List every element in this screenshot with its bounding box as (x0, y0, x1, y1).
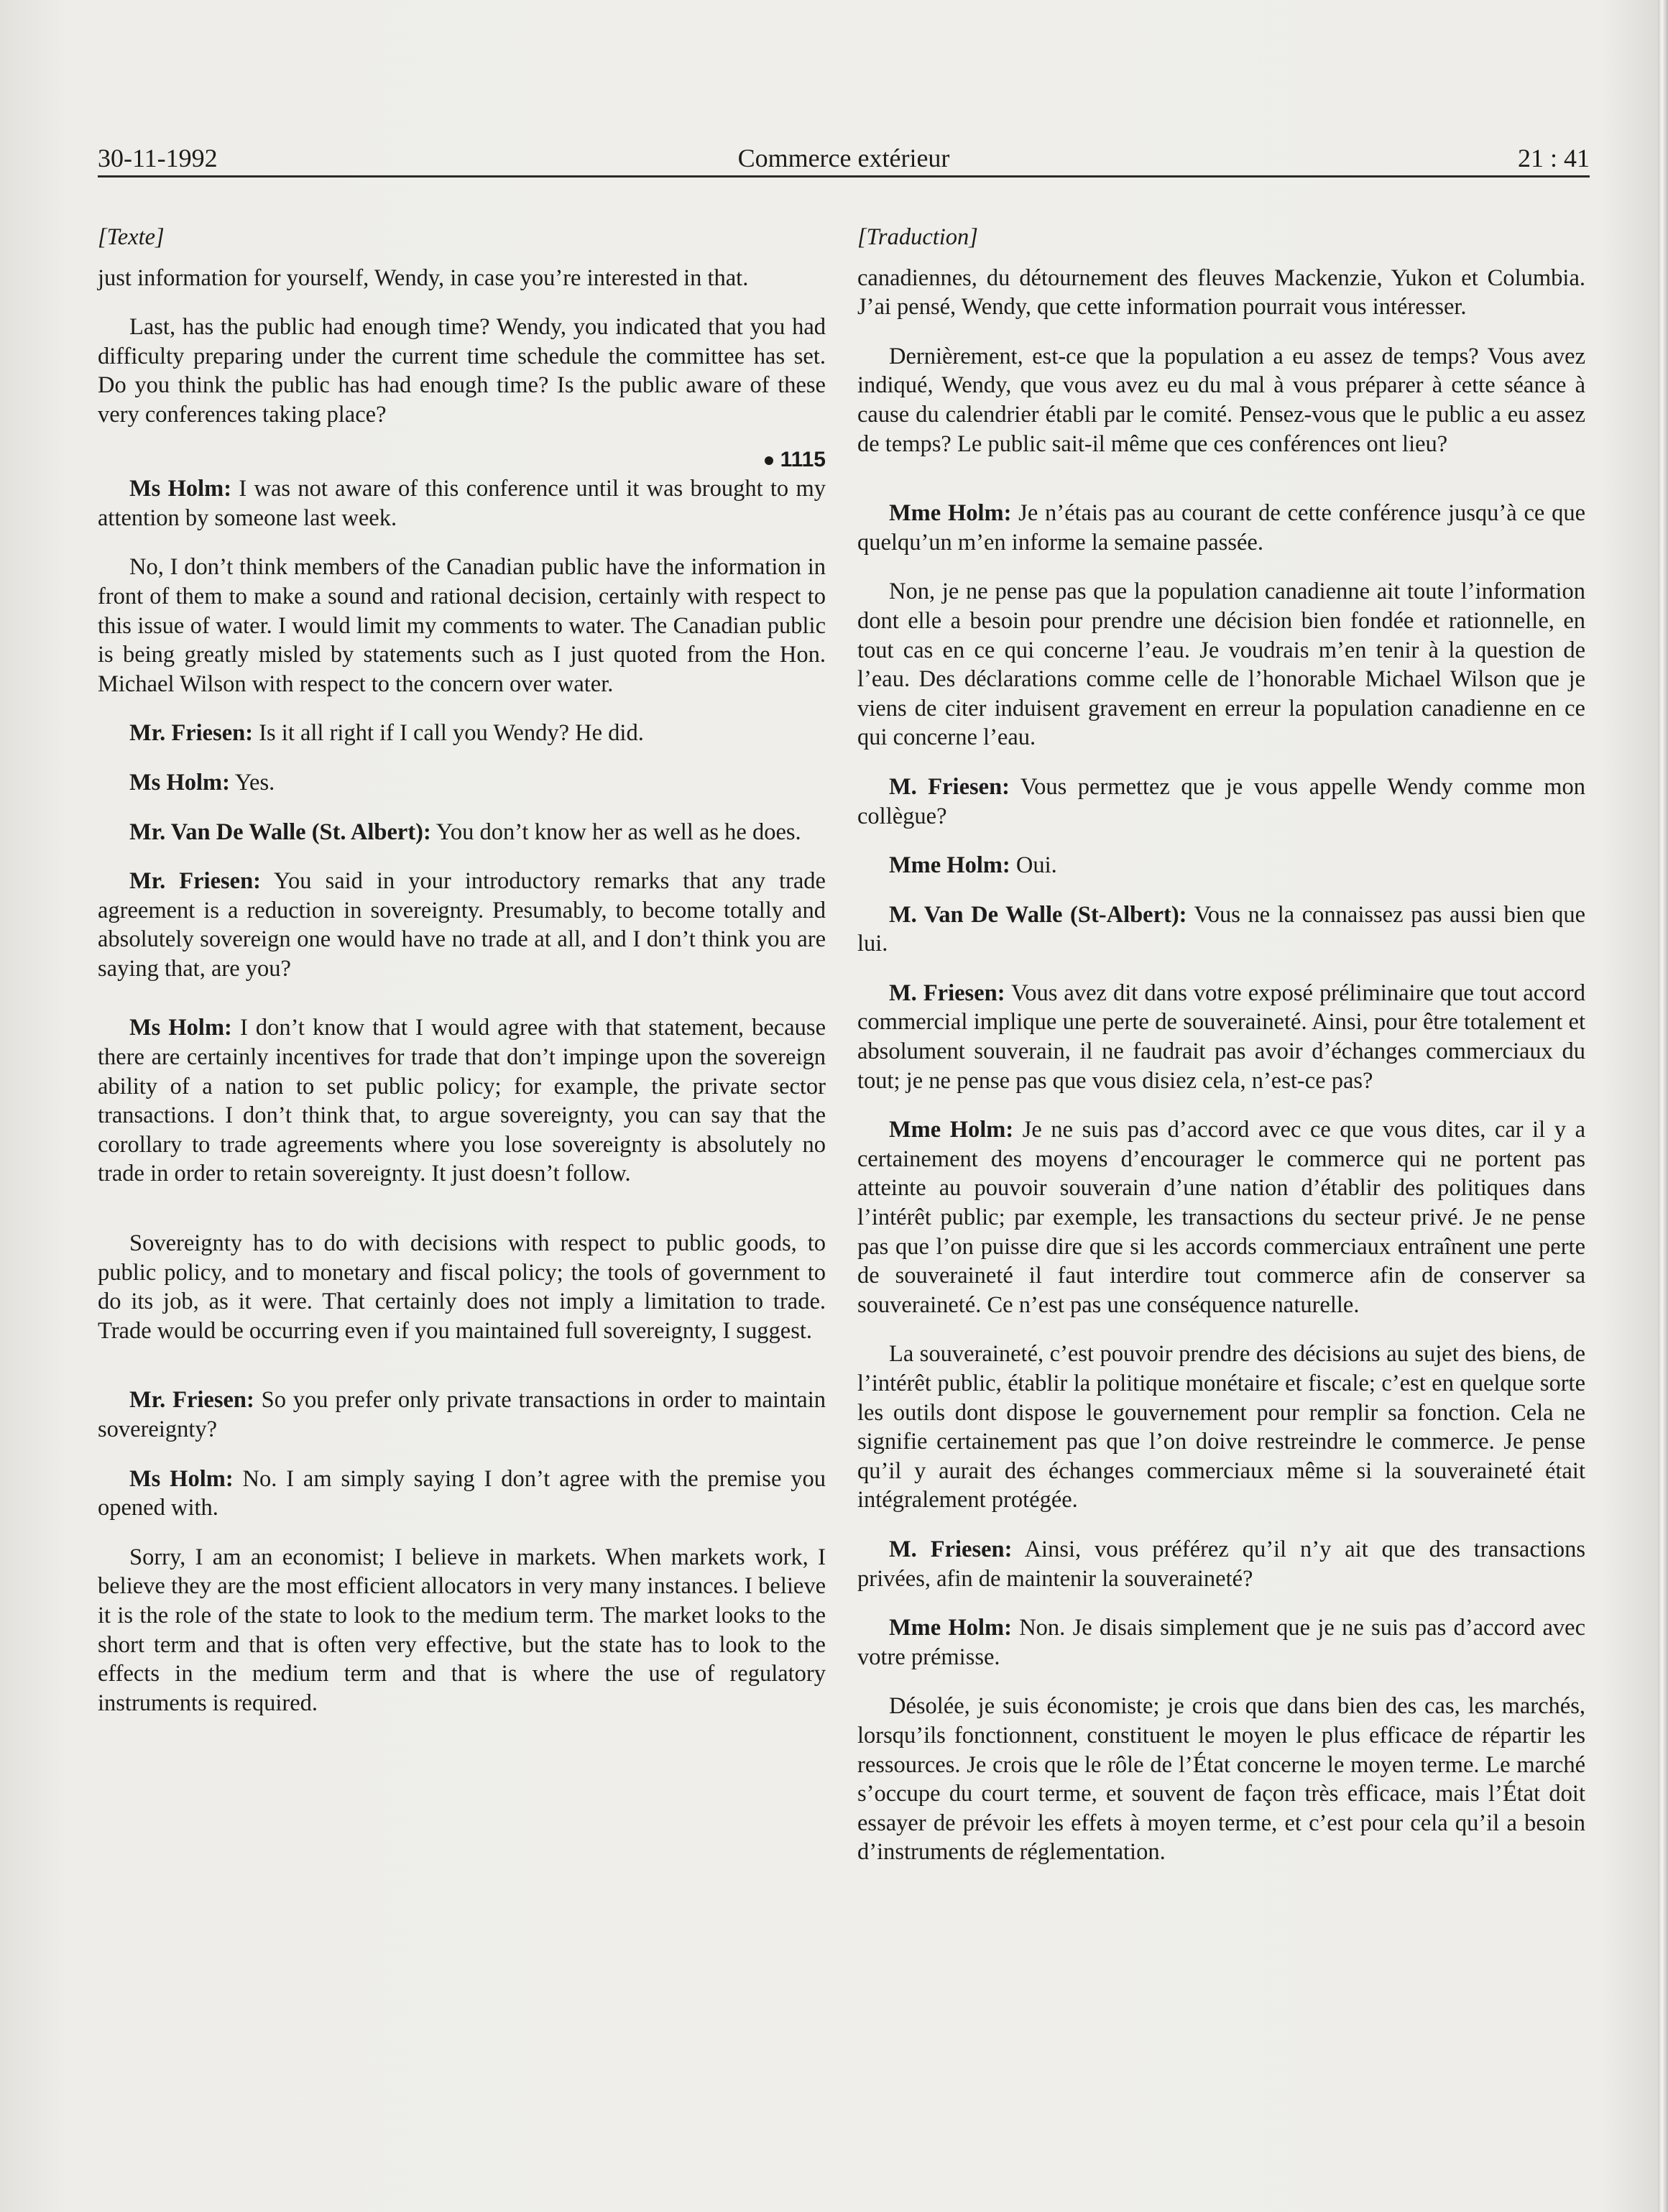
speech-text: Vous permettez que je vous appelle Wendy comme mon collègue? (857, 773, 1585, 829)
speech-text: Vous avez dit dans votre exposé préliminaire que tout accord commercial implique une perte de souveraineté. Ainsi, pour être totalement et absolument souverain, il ne faudrait pas avoir d’échanges commerciaux du tout; je ne pense pas que vous disiez cela, n’est-ce pas? (857, 980, 1585, 1094)
paragraph (857, 1535, 1585, 1593)
paragraph: Désolée, je suis économiste; je crois que dans bien des cas, les marchés, lorsqu’ils fonctionnent, constituent le moyen le plus efficace de répartir les ressources. Je crois que le rôle de l’État concerne le moyen terme. Le marché s’occupe du court terme, et souvent de façon très efficace, mais l’État doit essayer de prévoir les effets à moyen terme, et c’est pour cela qu’il a besoin d’instruments de réglementation. (857, 1693, 1585, 1866)
page-spine (1658, 0, 1668, 2212)
paragraph (98, 867, 826, 983)
speech-text: Yes. (229, 769, 275, 796)
speech-text: Je n’étais pas au courant de cette conférence jusqu’à ce que quelqu’un m’en informe la semaine passée. (857, 500, 1585, 556)
speaker-name: Mme Holm: (889, 852, 1010, 879)
speaker-name: Mme Holm: (889, 500, 1012, 527)
left-column-english (98, 223, 826, 1718)
paragraph (98, 1386, 826, 1444)
bullet-icon (765, 456, 773, 465)
speaker-name: Ms Holm: (129, 769, 230, 796)
header-title: Commerce extérieur (737, 144, 950, 172)
speech-text: You don’t know her as well as he does. (430, 819, 801, 845)
speaker-name: Mr. Friesen: (129, 868, 261, 895)
speaker-name: Ms Holm: (129, 1015, 232, 1041)
speech-text: Is it all right if I call you Wendy? He did. (253, 720, 644, 747)
paragraph (98, 768, 826, 798)
paragraph: Dernièrement, est-ce que la population a eu assez de temps? Vous avez indiqué, Wendy, que vous avez eu du mal à vous préparer à cette séance à cause du calendrier établi par le comité. Pensez-vous que le public a eu assez de temps? Le public sait-il même que ces conférences ont lieu? (857, 343, 1585, 457)
speech-text: So you prefer only private transactions in order to maintain sovereignty? (98, 1387, 826, 1442)
paragraph: Last, has the public had enough time? Wendy, you indicated that you had difficulty preparing under the current time schedule the committee has set. Do you think the public has had enough time? Is the public aware of these very conferences taking place? (98, 314, 826, 428)
paragraph (857, 773, 1585, 831)
speech-text: Non. Je disais simplement que je ne suis pas d’accord avec votre prémisse. (857, 1615, 1585, 1670)
time-marker (98, 446, 826, 475)
speaker-name: M. Friesen: (889, 773, 1010, 800)
paragraph (98, 818, 826, 847)
speech-text: I was not aware of this conference until it was brought to my attention by someone last week. (98, 476, 826, 531)
speaker-name: Mr. Van De Walle (St. Albert): (129, 819, 431, 845)
speaker-name: Ms Holm: (129, 1465, 234, 1492)
paragraph (98, 474, 826, 533)
paragraph (857, 1613, 1585, 1672)
paragraph (857, 979, 1585, 1095)
paragraph: Sovereignty has to do with decisions with respect to public goods, to public policy, and to monetary and fiscal policy; the tools of government to do its job, as it were. That certainly does not imply a limitation to trade. Trade would be occurring even if you maintained full sovereignty, I suggest. (98, 1230, 826, 1344)
paragraph: just information for yourself, Wendy, in case you’re interested in that. (98, 264, 749, 291)
speaker-name: Mme Holm: (889, 1117, 1014, 1143)
column-label: [Texte] (98, 224, 165, 250)
column-label: [Traduction] (857, 224, 978, 250)
paragraph: Sorry, I am an economist; I believe in markets. When markets work, I believe they are the most efficient allocators in very many instances. I believe it is the role of the state to look to the medium term. The market looks to the short term and that is often very effective, but the state has to look to the effects in the medium term and that is where the use of regulatory instruments is required. (98, 1544, 826, 1716)
speech-text: Vous ne la connaissez pas aussi bien que lui. (857, 901, 1586, 957)
header-date: 30-11-1992 (98, 144, 218, 172)
speaker-name: M. Van De Walle (St-Albert): (889, 901, 1187, 928)
speaker-name: M. Friesen: (889, 1536, 1013, 1562)
speaker-name: M. Friesen: (889, 980, 1005, 1006)
speaker-name: Mr. Friesen: (129, 720, 254, 747)
page-header (98, 141, 1590, 178)
paragraph: No, I don’t think members of the Canadian public have the information in front of them to make a sound and rational decision, certainly with respect to this issue of water. I would limit my comments to water. The Canadian public is being greatly misled by statements such as I just quoted from the Hon. Michael Wilson with respect to the concern over water. (98, 554, 826, 697)
paragraph (857, 900, 1585, 959)
header-page-number: 21 : 41 (1517, 144, 1590, 172)
time-marker-text: 1115 (780, 447, 826, 471)
paragraph (98, 1013, 826, 1189)
paragraph (857, 851, 1585, 880)
paragraph: Non, je ne pense pas que la population canadienne ait toute l’information dont elle a besoin pour prendre une décision bien fondée et rationnelle, en tout cas en ce qui concerne l’eau. Je voudrais m’en tenir à la question de l’eau. Des déclarations comme celle de l’honorable Michael Wilson que je viens de citer induisent gravement en erreur la population canadienne en ce qui concerne l’eau. (857, 579, 1585, 751)
speech-text: You said in your introductory remarks that any trade agreement is a reduction in sovereignty. Presumably, to become totally and absolutely sovereign one would have no trade at all, and I don’t think you are saying that, are you? (98, 868, 826, 982)
paragraph (98, 719, 826, 748)
speech-text: Oui. (1010, 852, 1057, 879)
speaker-name: Mr. Friesen: (129, 1387, 254, 1414)
speech-text: No. I am simply saying I don’t agree with the premise you opened with. (98, 1465, 826, 1521)
paragraph: canadiennes, du détournement des fleuves Mackenzie, Yukon et Columbia. J’ai pensé, Wendy, que cette information pourrait vous intéresser. (857, 264, 1585, 321)
speaker-name: Mme Holm: (889, 1615, 1012, 1641)
speaker-name: Ms Holm: (129, 476, 232, 502)
paragraph (857, 499, 1585, 557)
speech-text: I don’t know that I would agree with that statement, because there are certainly incentives for trade that don’t impinge upon the sovereign ability of a nation to set public policy; for example, the private sector transactions. I don’t think that, to argue sovereignty, you can say that the corollary to trade agreements where you lose sovereignty is absolutely no trade in order to retain sovereignty. It just doesn’t follow. (98, 1015, 826, 1187)
paragraph (857, 1115, 1585, 1319)
speech-text: Je ne suis pas d’accord avec ce que vous dites, car il y a certainement des moyens d’encourager le commerce qui ne portent pas atteinte au pouvoir souverain d’une nation d’établir des politiques dans l’intérêt public; par exemple, les transactions du secteur privé. Je ne pense pas que l’on puisse dire que si les accords commerciaux entraînent une perte de souveraineté il faut interdire tout commerce afin de conserver sa souveraineté. Ce n’est pas une conséquence naturelle. (857, 1117, 1585, 1318)
paragraph: La souveraineté, c’est pouvoir prendre des décisions au sujet des biens, de l’intérêt public, établir la politique monétaire et fiscale; c’est en quelque sorte les outils dont dispose le gouvernement pour remplir sa fonction. Cela ne signifie certainement pas que l’on doive restreindre le commerce. Je pense qu’il y aurait des échanges commerciaux même si la souveraineté était intégralement protégée. (857, 1341, 1585, 1513)
right-column-french (857, 223, 1585, 1867)
speech-text: Ainsi, vous préférez qu’il n’y ait que des transactions privées, afin de maintenir la souveraineté? (857, 1536, 1585, 1592)
paragraph (98, 1465, 826, 1523)
